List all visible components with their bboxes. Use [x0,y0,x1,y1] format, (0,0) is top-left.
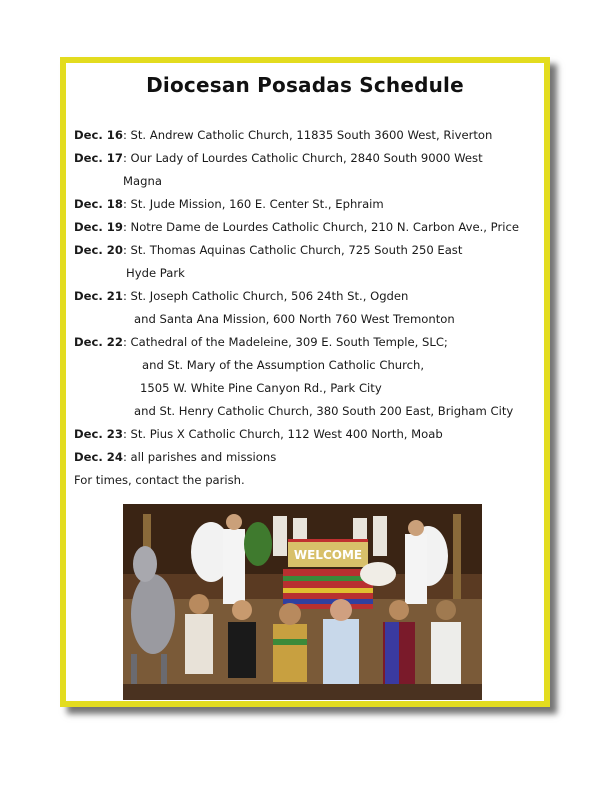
schedule-date: Dec. 20 [74,243,123,257]
schedule-location: : St. Pius X Catholic Church, 112 West 400 North, Moab [122,427,443,441]
schedule-date: Dec. 19 [74,220,123,234]
schedule-entry [74,216,544,239]
schedule-entry [74,124,544,147]
schedule-date: Dec. 23 [74,427,123,441]
posada-photo [123,504,482,700]
schedule-continuation: and Santa Ana Mission, 600 North 760 West Tremonton [134,312,455,326]
page-title: Diocesan Posadas Schedule [146,73,464,97]
photo-banner-text: WELCOME [293,548,363,562]
schedule-date: Dec. 17 [74,151,123,165]
schedule-date: Dec. 21 [74,289,123,303]
schedule-continuation: 1505 W. White Pine Canyon Rd., Park City [140,381,382,395]
schedule-entry [74,285,544,308]
schedule-location: : St. Joseph Catholic Church, 506 24th St., Ogden [122,289,409,303]
schedule-continuation: Hyde Park [126,266,185,280]
schedule-date: Dec. 22 [74,335,123,349]
schedule-entry [74,423,544,446]
schedule-continuation: Magna [123,174,162,188]
footer-note: For times, contact the parish. [74,473,245,487]
schedule-location: : St. Jude Mission, 160 E. Center St., Ephraim [122,197,384,211]
schedule-location: : Our Lady of Lourdes Catholic Church, 2840 South 9000 West [122,151,483,165]
schedule-location: : Notre Dame de Lourdes Catholic Church, 210 N. Carbon Ave., Price [122,220,519,234]
schedule-continuation: and St. Mary of the Assumption Catholic Church, [142,358,425,372]
schedule-list [74,124,544,492]
schedule-location: : all parishes and missions [122,450,277,464]
schedule-date: Dec. 16 [74,128,123,142]
schedule-date: Dec. 24 [74,450,123,464]
schedule-continuation: and St. Henry Catholic Church, 380 South 200 East, Brigham City [134,404,514,418]
posadas-flyer [60,57,550,707]
schedule-location: : St. Thomas Aquinas Catholic Church, 725 South 250 East [122,243,463,257]
schedule-entry [74,147,544,170]
schedule-location: : Cathedral of the Madeleine, 309 E. South Temple, SLC; [122,335,448,349]
schedule-entry [74,193,544,216]
schedule-entry [74,239,544,262]
schedule-entry [74,446,544,469]
schedule-date: Dec. 18 [74,197,123,211]
schedule-location: : St. Andrew Catholic Church, 11835 South 3600 West, Riverton [122,128,493,142]
schedule-entry [74,331,544,354]
